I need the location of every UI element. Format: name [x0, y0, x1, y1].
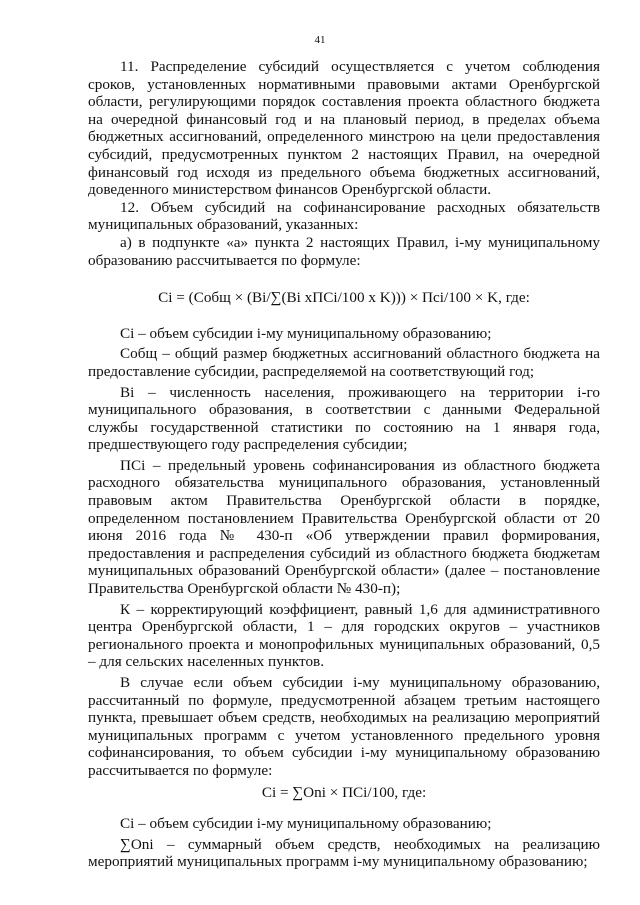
definition-sum-oni: ∑Oni – суммарный объем средств, необходимых на реализацию мероприятий муниципальных программ i-му муниципальному образованию;	[88, 835, 600, 871]
paragraph-excess-case: В случае если объем субсидии i-му муниципальному образованию, рассчитанный по формуле, предусмотренной абзацем третьим настоящего пункта, превышает объем средств, необходимых на реализацию мероприятий муниципальных программ с учетом установленного предельного уровня софинансирования, то объем субсидии i-му муниципальному образованию рассчитывается по формуле:	[88, 674, 600, 779]
document-body	[88, 58, 600, 871]
paragraph-11-distribution: 11. Распределение субсидий осуществляется с учетом соблюдения сроков, установленных нормативными правовыми актами Оренбургской области, регулирующими порядок составления проекта областного бюджета на очередной финансовый год и на плановый период, в пределах объема бюджетных ассигнований, определенного минстрою на цели предоставления субсидий, предусмотренных пунктом 2 настоящих Правил, на очередной финансовый год исходя из предельного объема бюджетных ассигнований, доведенного министерством финансов Оренбургской области.	[88, 58, 600, 199]
formula-subsidy-main: Ci = (Cобщ × (Bi/∑(Bi xПCi/100 x K))) × Пci/100 × K, где:	[158, 289, 530, 307]
definition-pci: ПCi – предельный уровень софинансирования из областного бюджета расходного обязательства муниципального образования, установленный правовым актом Правительства Оренбургской области в порядке, определенном постановлением Правительства Оренбургской области от 20 июня 2016 года № 430-п «Об утверждении правил формирования, предоставления и распределения субсидий из областного бюджета бюджетам муниципальных образований Оренбургской области» (далее – постановление Правительства Оренбургской области № 430-п);	[88, 456, 600, 598]
definition-cobsh: Собщ – общий размер бюджетных ассигнований областного бюджета на предоставление субсидии, распределяемой на соответствующий год;	[88, 345, 600, 380]
page-number: 41	[314, 34, 326, 46]
definition-bi: Bi – численность населения, проживающего на территории i-го муниципального образования, в соответствии с данными Федеральной службы государственной статистики по состоянию на 1 января года, предшествующего году распределения субсидии;	[88, 383, 600, 454]
paragraph-12-volume: 12. Объем субсидий на софинансирование расходных обязательств муниципальных образований, указанных:	[88, 198, 600, 234]
definition-ci: Ci – объем субсидии i-му муниципальному образованию;	[120, 324, 492, 342]
paragraph-subitem-a: а) в подпункте «а» пункта 2 настоящих Правил, i-му муниципальному образованию рассчитывается по формуле:	[88, 233, 600, 269]
definition-k: К – корректирующий коэффициент, равный 1,6 для административного центра Оренбургской области, 1 – для городских округов – участников регионального проекта и монопрофильных муниципальных образований, 0,5 – для сельских населенных пунктов.	[88, 600, 600, 671]
formula-subsidy-alt: Ci = ∑Oni × ПCi/100, где:	[261, 783, 427, 801]
definition-ci-repeat: Ci – объем субсидии i-му муниципальному образованию;	[120, 815, 492, 833]
